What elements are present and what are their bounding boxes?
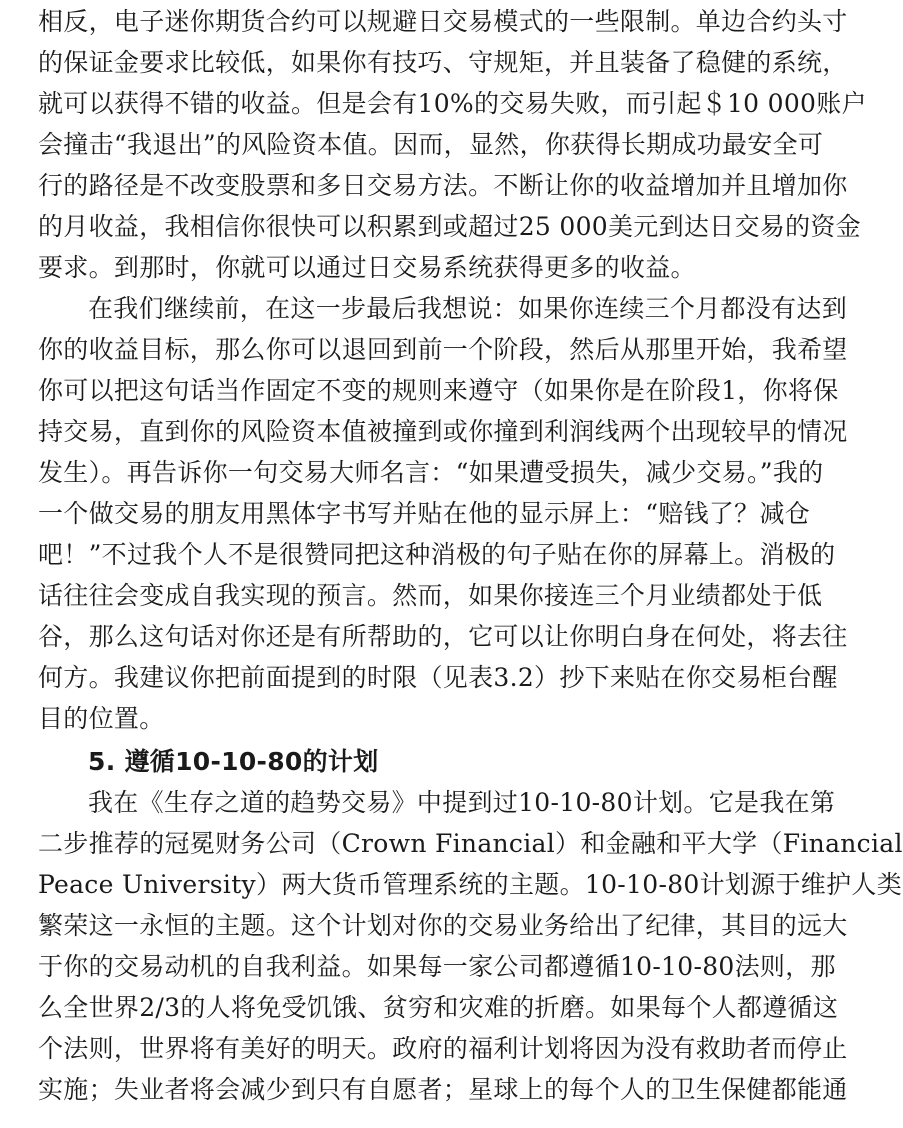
text-line: 你可以把这句话当作固定不变的规则来遵守（如果你是在阶段1，你将保 — [38, 376, 839, 405]
text-line: 何方。我建议你把前面提到的时限（见表3.2）抄下来贴在你交易柜台醒 — [38, 663, 838, 692]
text-line: 相反，电子迷你期货合约可以规避日交易模式的一些限制。单边合约头寸 — [38, 7, 848, 36]
text-line: 的月收益，我相信你很快可以积累到或超过25 000美元到达日交易的资金 — [38, 212, 861, 241]
text-line: 会撞击“我退出”的风险资本值。因而，显然，你获得长期成功最安全可 — [38, 130, 824, 159]
text-line: Peace University）两大货币管理系统的主题。10-10-80计划源于维护人类 — [38, 870, 903, 899]
text-line: 就可以获得不错的收益。但是会有10%的交易失败，而引起＄10 000账户 — [38, 89, 867, 118]
text-line: 么全世界2/3的人将免受饥饿、贫穷和灾难的折磨。如果每个人都遵循这 — [38, 993, 839, 1022]
text-line: 一个做交易的朋友用黑体字书写并贴在他的显示屏上：“赔钱了？减仓 — [38, 499, 811, 528]
text-line: 话往往会变成自我实现的预言。然而，如果你接连三个月业绩都处于低 — [38, 581, 823, 610]
text-line: 行的路径是不改变股票和多日交易方法。不断让你的收益增加并且增加你 — [38, 171, 848, 200]
text-line: 你的收益目标，那么你可以退回到前一个阶段，然后从那里开始，我希望 — [38, 335, 848, 364]
text-line: 持交易，直到你的风险资本值被撞到或你撞到利润线两个出现较早的情况 — [38, 417, 848, 446]
text-line: 繁荣这一永恒的主题。这个计划对你的交易业务给出了纪律，其目的远大 — [38, 911, 848, 940]
text-line: 在我们继续前，在这一步最后我想说：如果你连续三个月都没有达到 — [88, 294, 848, 323]
text-line: 的保证金要求比较低，如果你有技巧、守规矩，并且装备了稳健的系统， — [38, 48, 848, 77]
section-heading: 5. 遵循10-10-80的计划 — [88, 747, 379, 776]
text-line: 目的位置。 — [38, 704, 165, 733]
text-line: 实施；失业者将会减少到只有自愿者；星球上的每个人的卫生保健都能通 — [38, 1075, 848, 1104]
text-line: 我在《生存之道的趋势交易》中提到过10-10-80计划。它是我在第 — [88, 788, 836, 817]
text-line: 谷，那么这句话对你还是有所帮助的，它可以让你明白身在何处，将去往 — [38, 622, 848, 651]
text-line: 发生）。再告诉你一句交易大师名言：“如果遭受损失，减少交易。”我的 — [38, 458, 824, 487]
text-line: 要求。到那时，你就可以通过日交易系统获得更多的收益。 — [38, 253, 696, 282]
text-line: 吧！”不过我个人不是很赞同把这种消极的句子贴在你的屏幕上。消极的 — [38, 540, 836, 569]
text-line: 个法则，世界将有美好的明天。政府的福利计划将因为没有救助者而停止 — [38, 1034, 848, 1063]
text-line: 二步推荐的冠冕财务公司（Crown Financial）和金融和平大学（Financial — [38, 829, 903, 858]
text-line: 于你的交易动机的自我利益。如果每一家公司都遵循10-10-80法则，那 — [38, 952, 836, 981]
